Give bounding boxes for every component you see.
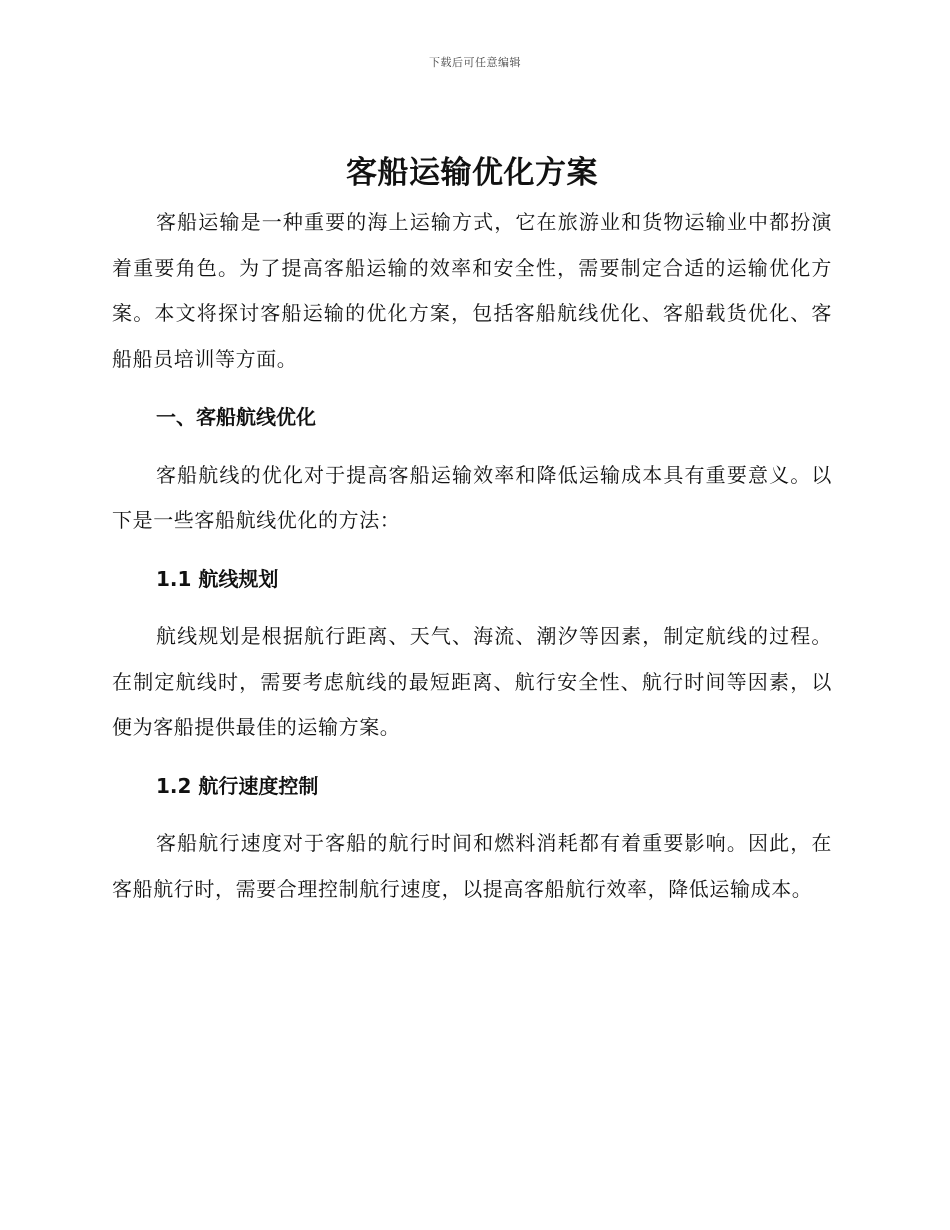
section-1-heading: 一、客船航线优化 bbox=[156, 405, 316, 429]
section-1-2-heading: 1.2 航行速度控制 bbox=[156, 773, 319, 798]
section-1-1-heading: 1.1 航线规划 bbox=[156, 566, 279, 591]
section-1-2-paragraph: 客船航行速度对于客船的航行时间和燃料消耗都有着重要影响。因此，在客船航行时，需要合理控制航行速度，以提高客船航行效率，降低运输成本。 bbox=[112, 831, 832, 901]
intro-paragraph: 客船运输是一种重要的海上运输方式，它在旅游业和货物运输业中都扮演着重要角色。为了提高客船运输的效率和安全性，需要制定合适的运输优化方案。本文将探讨客船运输的优化方案，包括客船航线优化、客船载货优化、客船船员培训等方面。 bbox=[112, 210, 832, 371]
header-note: 下载后可任意编辑 bbox=[429, 56, 521, 69]
document-body bbox=[112, 150, 832, 912]
section-1-paragraph: 客船航线的优化对于提高客船运输效率和降低运输成本具有重要意义。以下是一些客船航线优化的方法： bbox=[112, 462, 832, 532]
document-title: 客船运输优化方案 bbox=[346, 155, 598, 191]
section-1-1-paragraph: 航线规划是根据航行距离、天气、海流、潮汐等因素，制定航线的过程。在制定航线时，需要考虑航线的最短距离、航行安全性、航行时间等因素，以便为客船提供最佳的运输方案。 bbox=[112, 624, 832, 739]
